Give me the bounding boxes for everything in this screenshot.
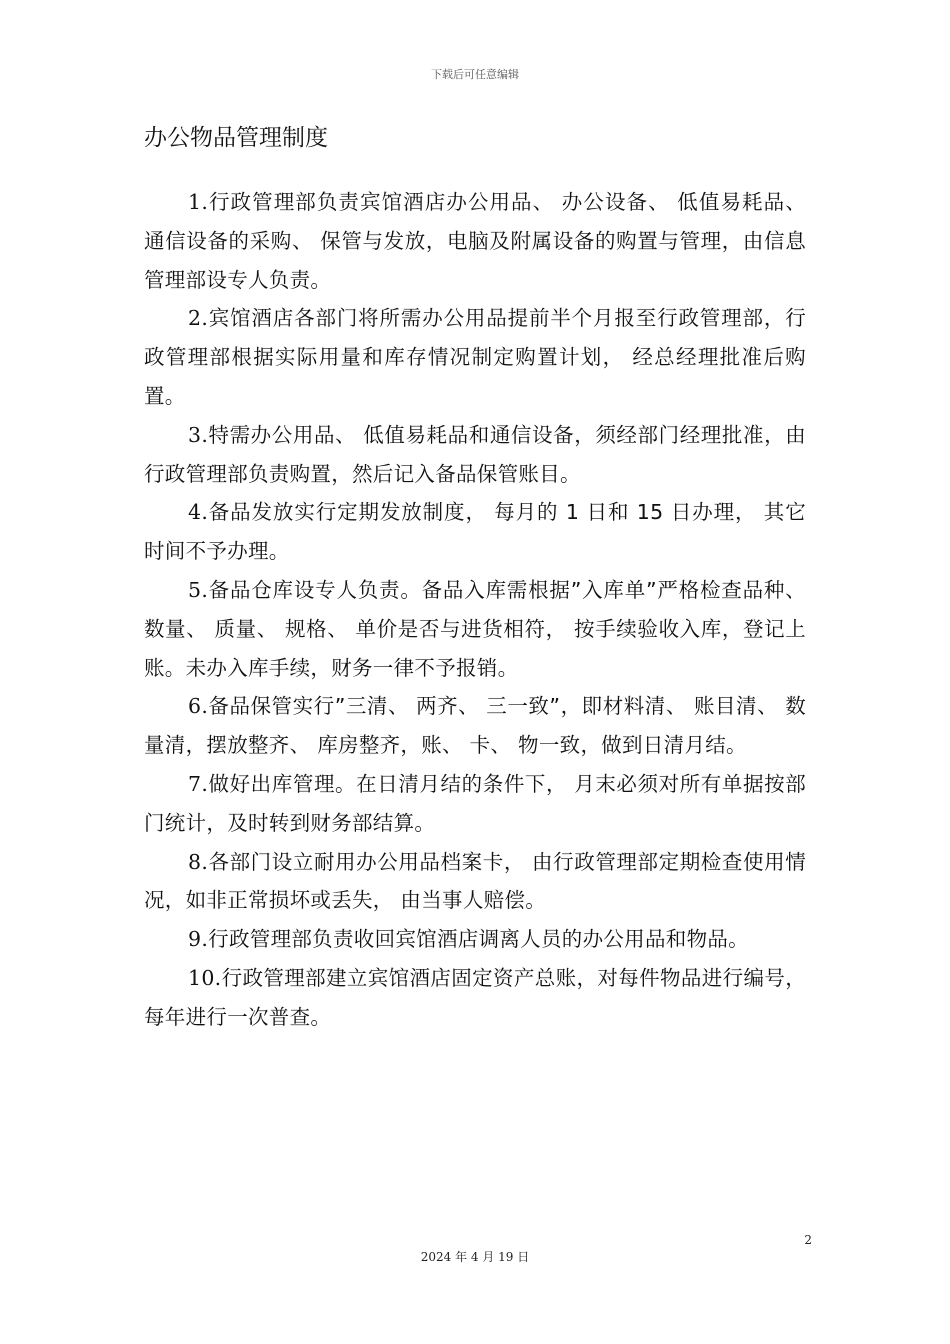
paragraph-text: 宾馆酒店各部门将所需办公用品提前半个月报至行政管理部，行政管理部根据实际用量和库存情况制定购置计划， 经总经理批准后购置。 [144,306,806,408]
paragraph-number: 4. [188,500,209,525]
paragraph-number: 7. [188,771,209,796]
paragraph-text: 行政管理部负责收回宾馆酒店调离人员的办公用品和物品。 [208,927,749,952]
paragraph-10 [144,959,806,1037]
page-header: 下载后可任意编辑 [431,68,519,81]
paragraph-6 [144,687,806,765]
paragraph-number: 6. [188,694,209,719]
paragraph-text: 行政管理部建立宾馆酒店固定资产总账，对每件物品进行编号，每年进行一次普查。 [144,965,806,1029]
paragraph-text: 行政管理部负责宾馆酒店办公用品、 办公设备、 低值易耗品、 通信设备的采购、 保管与发放，电脑及附属设备的购置与管理，由信息管理部设专人负责。 [144,190,806,292]
paragraph-5 [144,571,806,687]
paragraph-3 [144,416,806,494]
paragraph-number: 5. [188,577,209,602]
paragraph-text: 备品保管实行”三清、 两齐、 三一致”，即材料清、 账目清、 数量清，摆放整齐、 库房整齐，账、 卡、 物一致，做到日清月结。 [144,694,806,758]
paragraph-number: 8. [188,849,209,874]
paragraph-9 [144,920,806,959]
paragraph-number: 2. [188,306,209,331]
paragraph-text: 备品仓库设专人负责。备品入库需根据”入库单”严格检查品种、 数量、 质量、 规格、 单价是否与进货相符， 按手续验收入库，登记上账。未办入库手续，财务一律不予报销。 [144,577,806,680]
paragraph-number: 9. [188,927,209,952]
paragraph-7 [144,765,806,843]
paragraph-2 [144,299,806,415]
paragraph-text: 各部门设立耐用办公用品档案卡， 由行政管理部定期检查使用情况，如非正常损坏或丢失， 由当事人赔偿。 [144,849,806,913]
paragraph-text: 备品发放实行定期发放制度， 每月的 1 日和 15 日办理， 其它时间不予办理。 [144,500,806,564]
document-body [144,183,806,1037]
paragraph-8 [144,843,806,921]
paragraph-text: 做好出库管理。在日清月结的条件下， 月末必须对所有单据按部门统计，及时转到财务部结算。 [144,771,806,835]
paragraph-number: 1. [188,190,209,214]
page-number: 2 [804,1233,812,1247]
paragraph-1 [144,183,806,299]
paragraph-text: 特需办公用品、 低值易耗品和通信设备，须经部门经理批准，由行政管理部负责购置，然后记入备品保管账目。 [144,422,806,486]
document-title: 办公物品管理制度 [144,125,328,151]
paragraph-number: 3. [188,422,209,447]
page-footer-date: 2024 年 4 月 19 日 [420,1250,530,1264]
paragraph-number: 10. [188,965,222,990]
paragraph-4 [144,493,806,571]
